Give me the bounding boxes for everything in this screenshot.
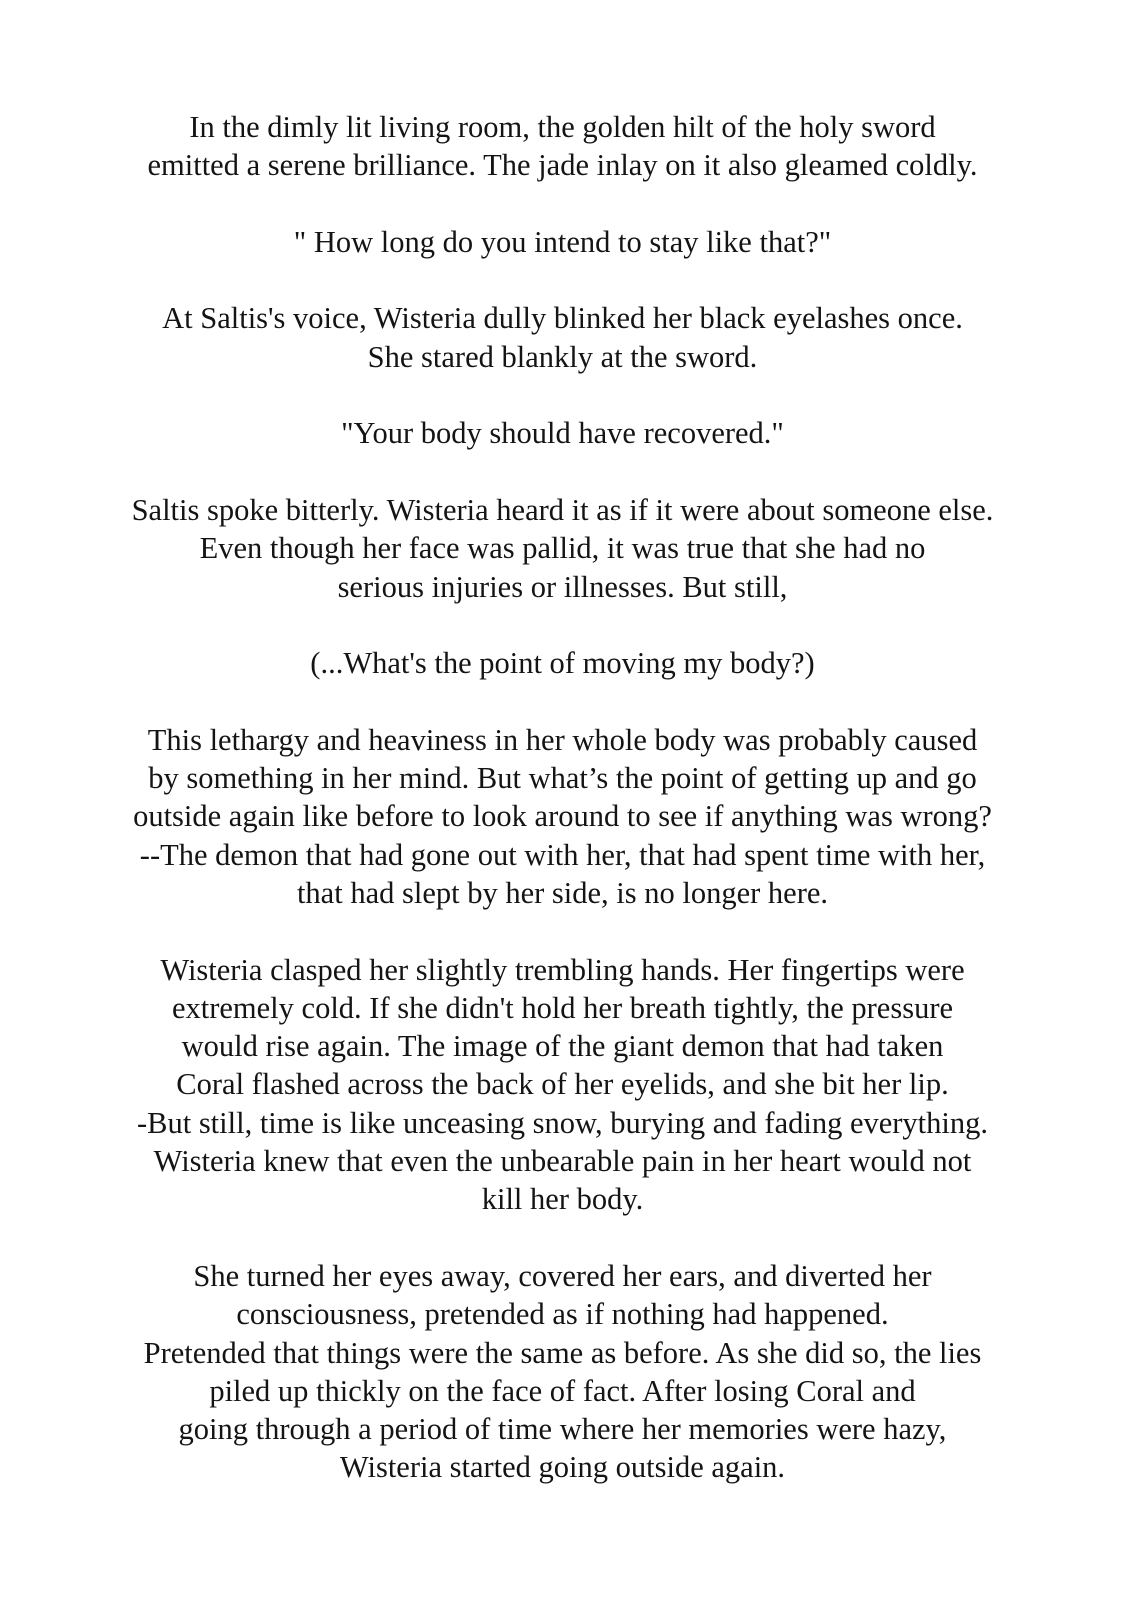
text-line: This lethargy and heaviness in her whole body was probably caused: [147, 722, 978, 757]
paragraph-lethargy: [0, 721, 1125, 912]
text-line: (...What's the point of moving my body?): [310, 646, 815, 681]
paragraph-saltis-bitter: [0, 491, 1125, 606]
paragraph-pretended: [0, 1257, 1125, 1487]
text-line: At Saltis's voice, Wisteria dully blinked her black eyelashes once.: [162, 301, 963, 336]
paragraph-opening: [0, 108, 1125, 185]
text-line: -But still, time is like unceasing snow, burying and fading everything.: [136, 1105, 989, 1140]
text-line: by something in her mind. But what’s the point of getting up and go: [148, 761, 977, 796]
paragraph-wisteria-blinks: [0, 299, 1125, 376]
text-line: She stared blankly at the sword.: [367, 339, 758, 374]
text-line: Even though her face was pallid, it was true that she had no: [199, 531, 926, 566]
text-line: Coral flashed across the back of her eyelids, and she bit her lip.: [176, 1067, 949, 1102]
text-line: Pretended that things were the same as before. As she did so, the lies: [143, 1335, 982, 1370]
text-line: piled up thickly on the face of fact. After losing Coral and: [209, 1373, 916, 1408]
text-line: going through a period of time where her memories were hazy,: [178, 1412, 947, 1447]
text-line: extremely cold. If she didn't hold her breath tightly, the pressure: [171, 990, 954, 1025]
text-line: emitted a serene brilliance. The jade inlay on it also gleamed coldly.: [147, 148, 978, 183]
paragraph-dialogue-saltis-1: [0, 223, 1125, 261]
text-line: Wisteria started going outside again.: [339, 1450, 786, 1485]
paragraph-trembling-hands: [0, 951, 1125, 1219]
text-line: Wisteria knew that even the unbearable pain in her heart would not: [153, 1144, 972, 1179]
paragraph-dialogue-saltis-2: [0, 414, 1125, 452]
text-line: serious injuries or illnesses. But still,: [337, 569, 788, 604]
text-line: She turned her eyes away, covered her ears, and diverted her: [193, 1258, 932, 1293]
paragraph-inner-thought: [0, 644, 1125, 682]
text-line: consciousness, pretended as if nothing had happened.: [236, 1297, 889, 1332]
text-line: Saltis spoke bitterly. Wisteria heard it as if it were about someone else.: [131, 492, 994, 527]
text-line: Wisteria clasped her slightly trembling hands. Her fingertips were: [160, 952, 965, 987]
text-line: would rise again. The image of the giant demon that had taken: [181, 1029, 944, 1064]
text-line: In the dimly lit living room, the golden hilt of the holy sword: [189, 110, 936, 144]
text-line: --The demon that had gone out with her, that had spent time with her,: [139, 837, 986, 872]
text-line: " How long do you intend to stay like that?": [293, 224, 832, 259]
text-line: that had slept by her side, is no longer here.: [296, 875, 829, 910]
text-line: "Your body should have recovered.": [341, 416, 784, 451]
text-line: kill her body.: [481, 1182, 644, 1217]
text-line: outside again like before to look around to see if anything was wrong?: [133, 799, 992, 834]
